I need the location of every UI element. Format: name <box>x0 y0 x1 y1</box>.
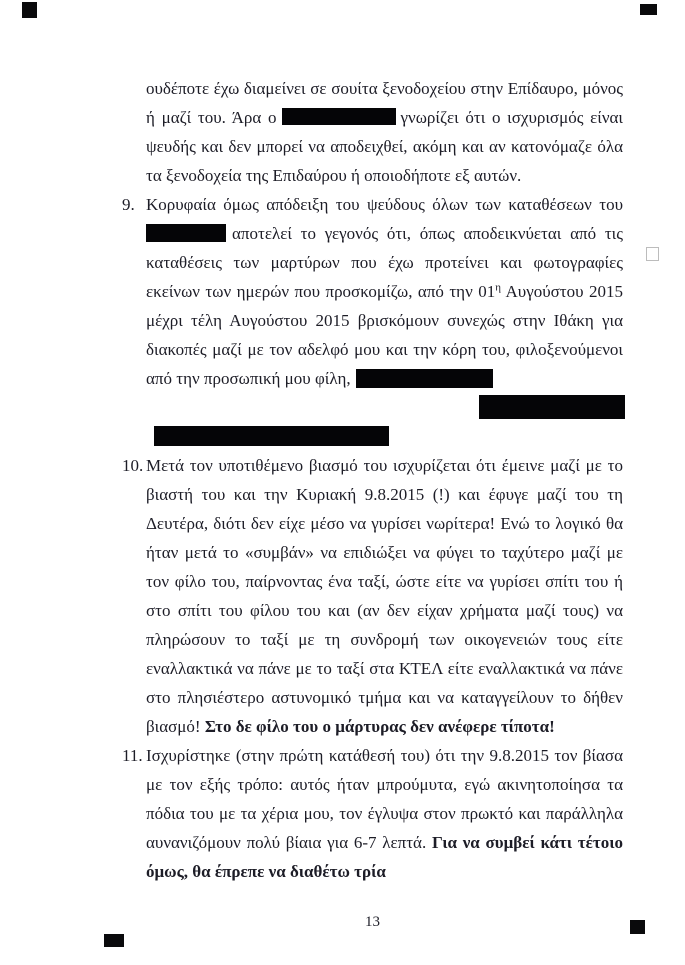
paragraph-11 <box>122 741 623 886</box>
paragraph-text: αποτελεί το γεγονός ότι, όπως αποδεικνύεται από τις καταθέσεις των μαρτύρων που έχω προτείνει και φωτογραφίες εκείνων των ημερών που προσκομίζω, από την 01 <box>146 224 623 301</box>
paragraph-text: ουδέποτε έχω διαμείνει σε σουίτα ξενοδοχείου στην Επίδαυρο, μόνος ή μαζί του. Άρα ο <box>146 79 623 127</box>
redacted-line <box>122 422 623 451</box>
scan-artifact <box>646 247 659 261</box>
paragraph-text: γνωρίζει ότι ο ισχυρισμός είναι ψευδής και δεν μπορεί να αποδειχθεί, ακόμη και αν κατονόμαζε όλα τα ξενοδοχεία της Επιδαύρου ή οποιοδήποτε εξ αυτών. <box>146 108 623 185</box>
redaction-bar <box>479 395 625 419</box>
page-number: 13 <box>365 914 380 930</box>
scan-artifact <box>104 934 124 947</box>
paragraph-number: 11. <box>122 746 143 765</box>
paragraph-text: Αυγούστου 2015 μέχρι τέλη Αυγούστου 2015 βρισκόμουν συνεχώς στην Ιθάκη για διακοπές μαζί με τον αδελφό μου και την κόρη του, φιλοξενούμενοι από την προσωπική μου φίλη, <box>146 282 623 388</box>
redaction-bar <box>154 426 389 446</box>
paragraph-text: Ισχυρίστηκε (στην πρώτη κατάθεσή του) ότι την 9.8.2015 τον βίασα με τον εξής τρόπο: αυτός ήταν μπρούμυτα, εγώ ακινητοποίησα τα πόδια του με τα χέρια μου, τον έγλυψα στον πρωκτό και παράλληλα αυνανιζόμουν πολύ βίαια για 6-7 λεπτά. <box>146 746 623 852</box>
paragraph-number: 10. <box>122 456 144 475</box>
scan-artifact <box>640 4 657 15</box>
paragraph-text-bold: Στο δε φίλο του ο μάρτυρας δεν ανέφερε τίποτα! <box>204 717 555 736</box>
paragraph-text-bold: Για να συμβεί κάτι τέτοιο όμως, θα έπρεπε να διαθέτω τρία <box>146 833 623 881</box>
paragraph-number: 9. <box>122 195 135 214</box>
document-body <box>122 74 623 886</box>
superscript-ordinal: η <box>495 281 501 294</box>
paragraph-continuation <box>122 74 623 190</box>
redaction-bar <box>356 369 493 388</box>
scan-artifact <box>22 2 37 18</box>
redaction-bar <box>146 224 226 242</box>
redaction-bar <box>282 108 396 125</box>
paragraph-text: Κορυφαία όμως απόδειξη του ψεύδους όλων των καταθέσεων του <box>146 195 623 214</box>
paragraph-10 <box>122 451 623 741</box>
redacted-line <box>122 393 623 422</box>
paragraph-9 <box>122 190 623 393</box>
paragraph-text: Μετά τον υποτιθέμενο βιασμό του ισχυρίζεται ότι έμεινε μαζί με το βιαστή του και την Κυριακή 9.8.2015 (!) και έφυγε μαζί του τη Δευτέρα, διότι δεν είχε μέσο να γυρίσει νωρίτερα! Ενώ το λογικό θα ήταν μετά το «συμβάν» να επιδιώξει να φύγει το ταχύτερο μαζί με τον φίλο του, παίρνοντας ένα ταξί, ώστε είτε να γυρίσει σπίτι του ή στο σπίτι του φίλου του και (αν δεν είχαν χρήματα μαζί τους) να πληρώσουν το ταξί με τη συνδρομή των οικογενειών τους είτε εναλλακτικά να πάνε με το ταξί στα ΚΤΕΛ είτε εναλλακτικά να πάνε στο πλησιέστερο αστυνομικό τμήμα και να καταγγείλουν το δήθεν βιασμό! <box>146 456 623 736</box>
scan-artifact <box>630 920 645 934</box>
